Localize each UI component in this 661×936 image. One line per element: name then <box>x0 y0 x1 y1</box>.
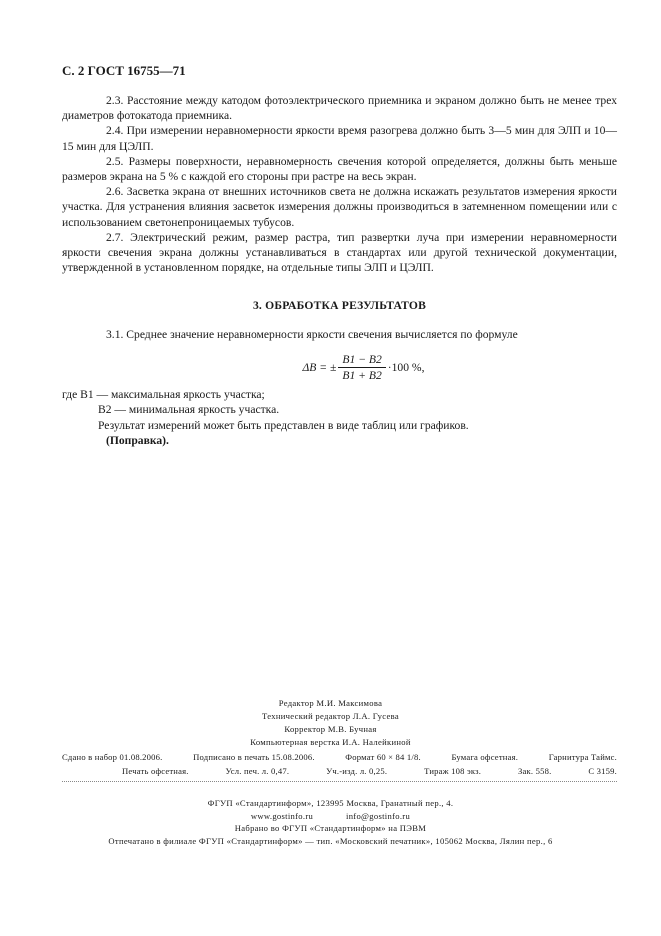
pub-item: Сдано в набор 01.08.2006. <box>62 752 163 762</box>
formula-fraction <box>338 352 385 383</box>
credit-layout: Компьютерная верстка И.А. Налейкиной <box>250 737 411 747</box>
publishing-line-1 <box>62 751 617 765</box>
org-email: info@gostinfo.ru <box>346 810 411 821</box>
formula-denominator: B1 + B2 <box>342 369 382 383</box>
organization-block <box>0 797 661 847</box>
org-contacts <box>0 810 661 823</box>
pub-item: Гарнитура Таймс. <box>548 752 617 762</box>
pub-item: Печать офсетная. <box>122 765 189 776</box>
result-note: Результат измерений может быть представлен в виде таблиц или графиков. <box>98 418 469 432</box>
pub-item: Зак. 558. <box>517 765 552 776</box>
divider <box>62 781 617 782</box>
section-title: 3. ОБРАБОТКА РЕЗУЛЬТАТОВ <box>252 299 427 313</box>
paragraph-2-6: 2.6. Засветка экрана от внешних источников света не должна искажать результатов измерения яркости участка. Для устранения влияния засветок измерения должны производиться в затемненном помещении или с использованием светонепроницаемых тубусов. <box>62 185 617 229</box>
paragraph-2-3: 2.3. Расстояние между катодом фотоэлектрического приемника и экраном должно быть не менее трех диаметров фотокатода приемника. <box>62 94 617 123</box>
pub-item: Тираж 108 экз. <box>424 765 482 776</box>
page-header: С. 2 ГОСТ 16755—71 <box>62 63 186 78</box>
formula <box>110 352 617 383</box>
where-b1: где B1 — максимальная яркость участка; <box>62 388 265 402</box>
where-b2: B2 — минимальная яркость участка. <box>98 403 280 417</box>
pub-item: Уч.-изд. л. 0,25. <box>326 765 388 776</box>
document-body <box>62 93 617 448</box>
credits-block <box>0 697 661 749</box>
pub-item: Бумага офсетная. <box>451 752 519 762</box>
formula-lhs: ΔB = ± <box>302 360 337 374</box>
paragraph-2-5: 2.5. Размеры поверхности, неравномерность свечения которой определяется, должны быть меньше размеров экрана на 5 % с каждой его стороны при растре на весь экран. <box>62 154 617 184</box>
paragraph-3-1: 3.1. Среднее значение неравномерности яркости свечения вычисляется по формуле <box>106 327 518 341</box>
pub-item: С 3159. <box>588 765 617 776</box>
pub-item: Формат 60 × 84 1/8. <box>345 752 421 762</box>
paragraph-2-4: 2.4. При измерении неравномерности яркости время разогрева должно быть 3—5 мин для ЭЛП и 10—15 мин для ЦЭЛП. <box>62 124 617 153</box>
org-address: ФГУП «Стандартинформ», 123995 Москва, Гранатный пер., 4. <box>207 798 454 808</box>
formula-numerator: B1 − B2 <box>338 352 385 368</box>
org-printed: Отпечатано в филиале ФГУП «Стандартинформ» — тип. «Московский печатник», 105062 Москва, Лялин пер., 6 <box>108 835 553 846</box>
org-typeset: Набрано во ФГУП «Стандартинформ» на ПЭВМ <box>234 823 427 833</box>
pub-item: Усл. печ. л. 0,47. <box>225 765 290 776</box>
paragraph-2-7: 2.7. Электрический режим, размер растра, тип развертки луча при измерении неравномерности яркости свечения экрана должны устанавливаться в стандартах или другой технической документации, утвержденной в установленном порядке, на отдельные типы ЭЛП и ЦЭЛП. <box>62 230 617 275</box>
pub-item: Подписано в печать 15.08.2006. <box>193 752 315 762</box>
credit-editor: Редактор М.И. Максимова <box>278 698 383 708</box>
credit-corrector: Корректор М.В. Бучная <box>284 724 377 734</box>
publishing-line-2 <box>62 765 617 779</box>
org-website: www.gostinfo.ru <box>250 810 314 821</box>
credit-tech-editor: Технический редактор Л.А. Гусева <box>262 711 399 721</box>
formula-rhs: ·100 %, <box>387 360 425 374</box>
publishing-info <box>62 751 617 778</box>
correction-note: (Поправка). <box>106 433 169 447</box>
